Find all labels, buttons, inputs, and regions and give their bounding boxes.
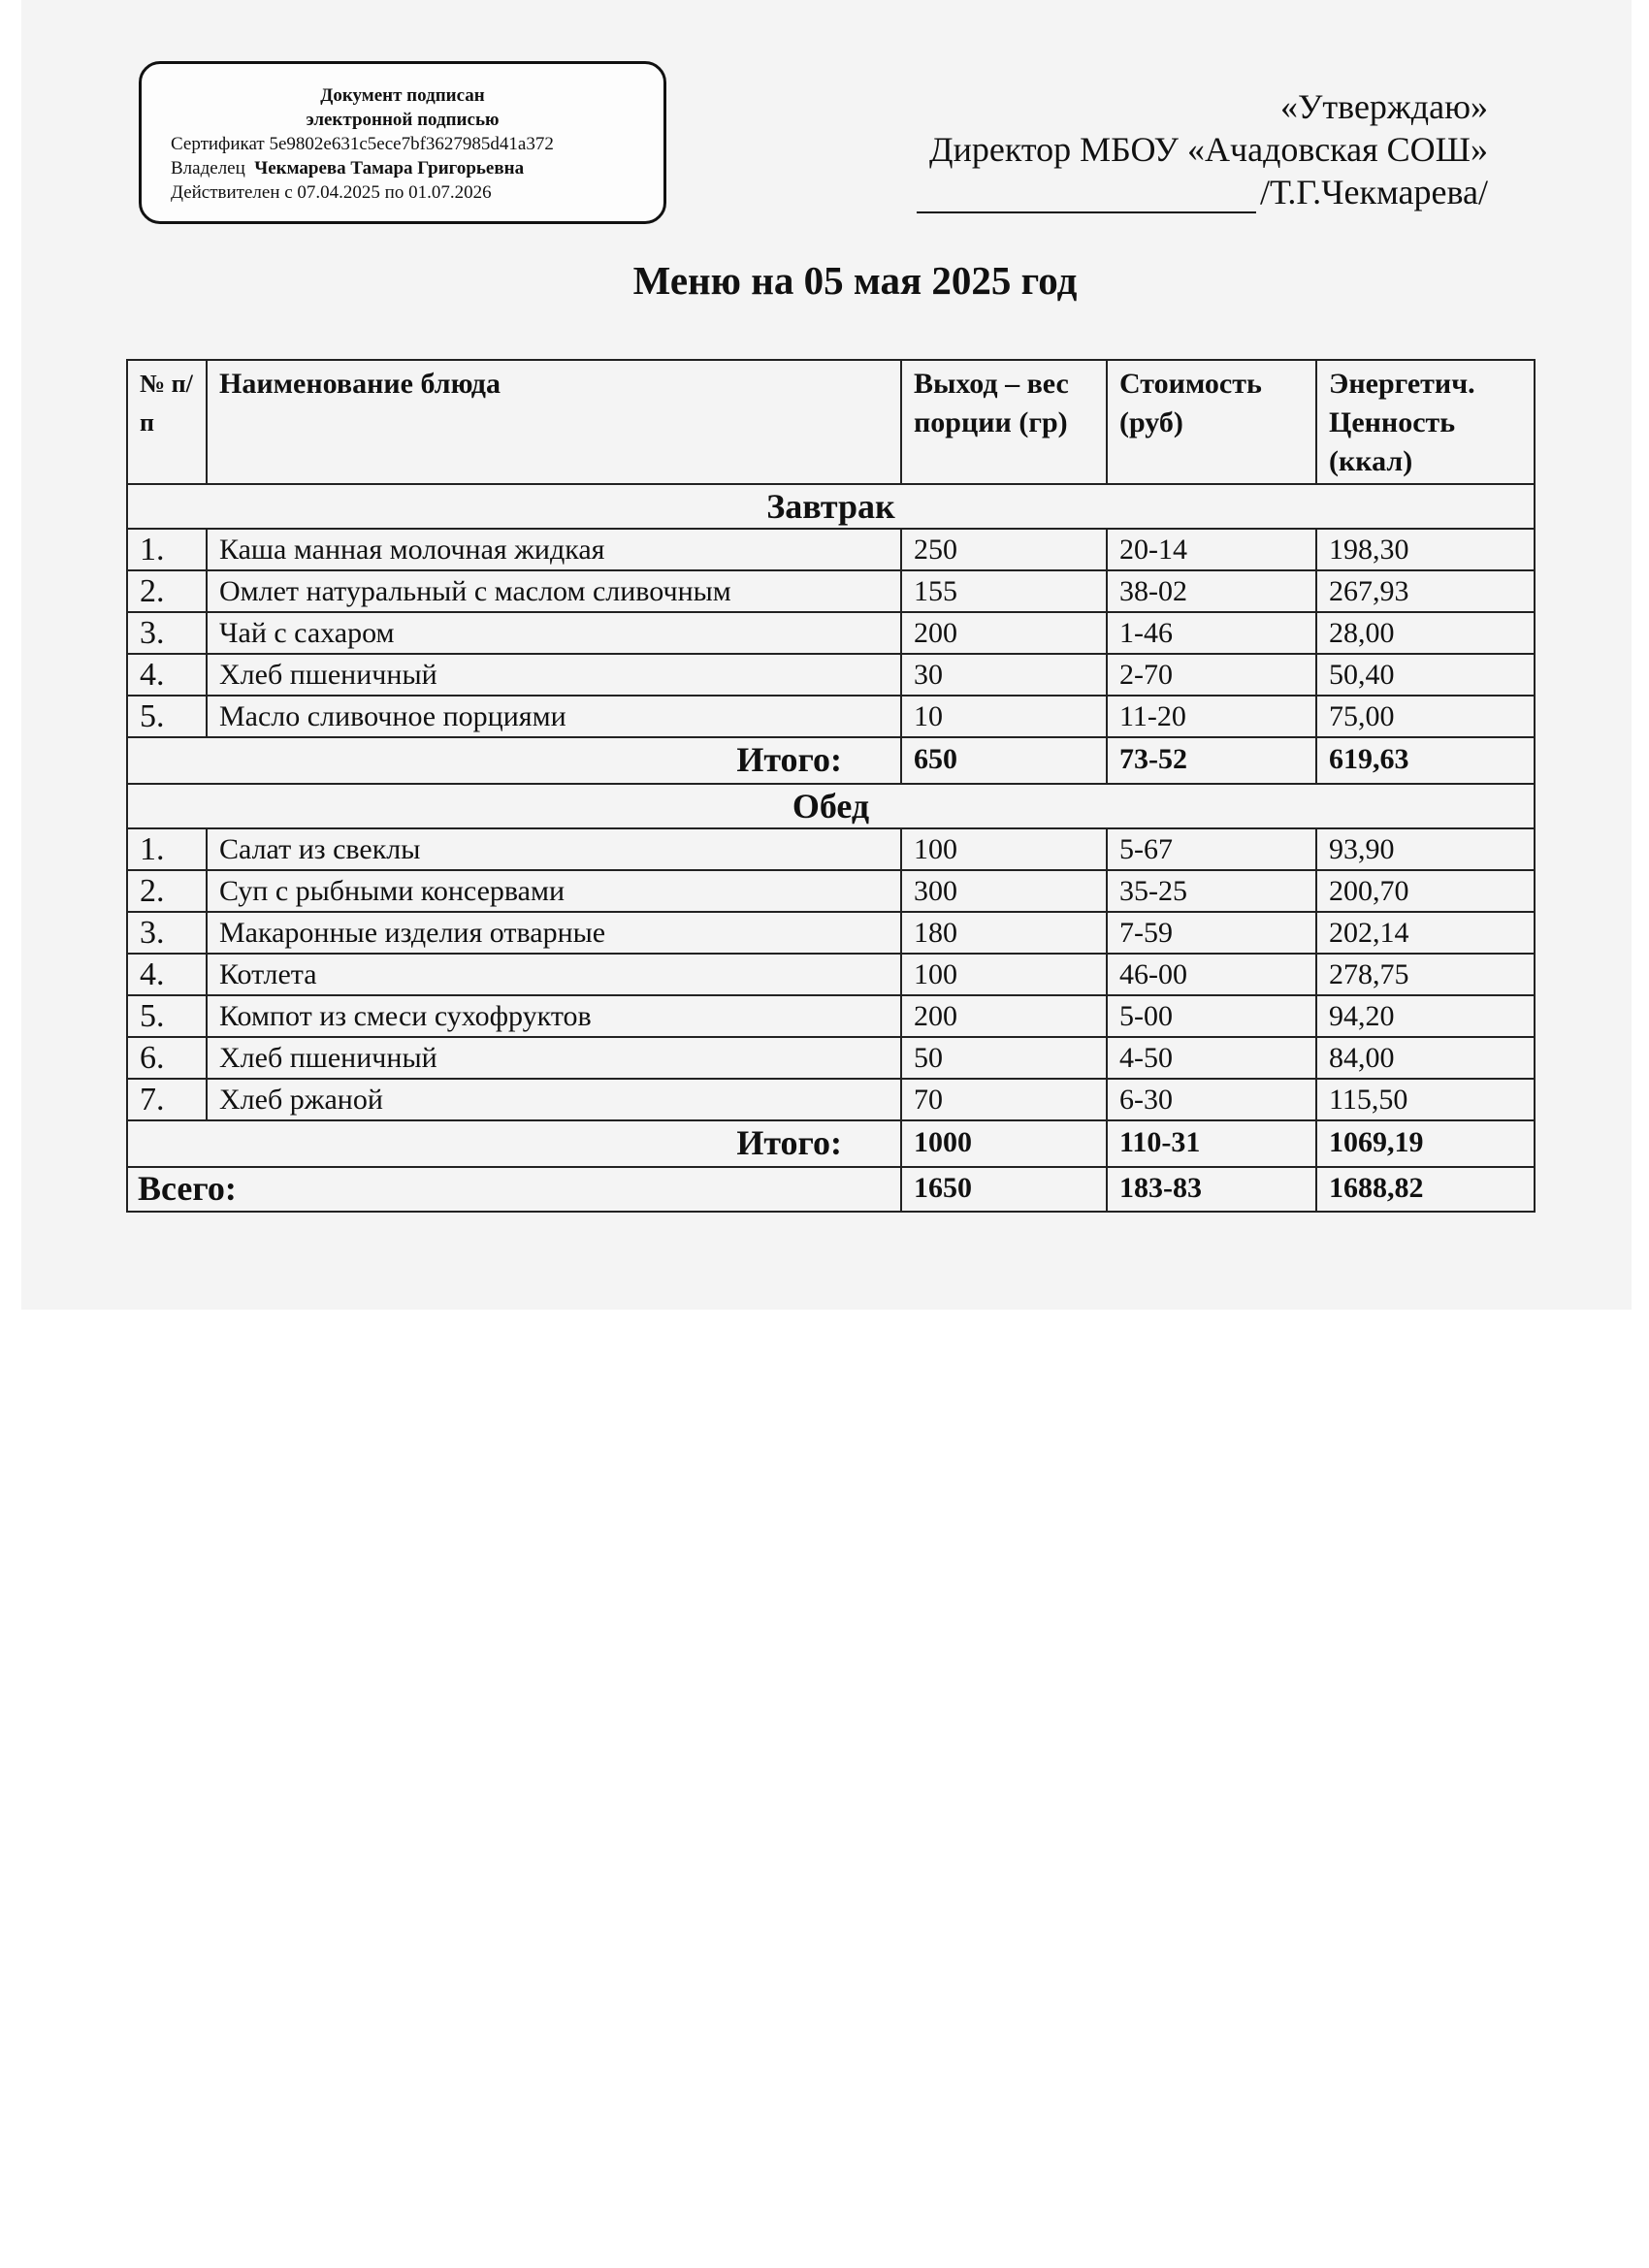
total-cost: 73-52 (1107, 737, 1316, 784)
section-label: Обед (127, 784, 1535, 828)
dish-cost: 4-50 (1107, 1037, 1316, 1079)
table-row (127, 995, 1535, 1037)
row-number: 2. (127, 870, 207, 912)
table-row (127, 529, 1535, 570)
electronic-signature-stamp (139, 61, 666, 224)
row-number: 7. (127, 1079, 207, 1120)
table-row (127, 912, 1535, 954)
stamp-owner (171, 156, 663, 180)
total-cost: 110-31 (1107, 1120, 1316, 1167)
dish-cost: 11-20 (1107, 696, 1316, 737)
dish-name: Чай с сахаром (207, 612, 901, 654)
dish-energy: 93,90 (1316, 828, 1535, 870)
dish-cost: 2-70 (1107, 654, 1316, 696)
total-row-lunch (127, 1120, 1535, 1167)
dish-name: Макаронные изделия отварные (207, 912, 901, 954)
dish-cost: 35-25 (1107, 870, 1316, 912)
table-row (127, 612, 1535, 654)
signature-line (917, 178, 1256, 213)
dish-cost: 38-02 (1107, 570, 1316, 612)
stamp-validity: Действителен с 07.04.2025 по 01.07.2026 (171, 182, 492, 203)
dish-weight: 100 (901, 828, 1107, 870)
dish-name: Компот из смеси сухофруктов (207, 995, 901, 1037)
dish-name: Хлеб пшеничный (207, 654, 901, 696)
table-row (127, 828, 1535, 870)
dish-name: Каша манная молочная жидкая (207, 529, 901, 570)
total-row-breakfast (127, 737, 1535, 784)
dish-energy: 202,14 (1316, 912, 1535, 954)
dish-weight: 200 (901, 612, 1107, 654)
dish-name: Котлета (207, 954, 901, 995)
section-row-lunch (127, 784, 1535, 828)
grand-total-weight: 1650 (901, 1167, 1107, 1212)
dish-cost: 6-30 (1107, 1079, 1316, 1120)
stamp-owner-label: Владелец (171, 158, 245, 178)
menu-table (126, 359, 1536, 1213)
grand-total-cost: 183-83 (1107, 1167, 1316, 1212)
total-energy: 1069,19 (1316, 1120, 1535, 1167)
grand-total-energy: 1688,82 (1316, 1167, 1535, 1212)
dish-energy: 198,30 (1316, 529, 1535, 570)
grand-total-label: Всего: (127, 1167, 901, 1212)
table-row (127, 654, 1535, 696)
dish-energy: 84,00 (1316, 1037, 1535, 1079)
dish-weight: 180 (901, 912, 1107, 954)
dish-cost: 7-59 (1107, 912, 1316, 954)
table-row (127, 570, 1535, 612)
stamp-line-2: электронной подписью (306, 110, 500, 130)
dish-name: Суп с рыбными консервами (207, 870, 901, 912)
dish-weight: 70 (901, 1079, 1107, 1120)
stamp-line-1: Документ подписан (320, 85, 485, 106)
stamp-owner-name: Чекмарева Тамара Григорьевна (254, 158, 525, 178)
dish-energy: 115,50 (1316, 1079, 1535, 1120)
dish-name: Омлет натуральный с маслом сливочным (207, 570, 901, 612)
dish-weight: 155 (901, 570, 1107, 612)
row-number: 5. (127, 696, 207, 737)
dish-cost: 5-67 (1107, 828, 1316, 870)
dish-energy: 267,93 (1316, 570, 1535, 612)
approval-signature (809, 171, 1488, 213)
dish-name: Масло сливочное порциями (207, 696, 901, 737)
dish-cost: 20-14 (1107, 529, 1316, 570)
header-weight: Выход – вес порции (гр) (901, 360, 1107, 484)
approval-heading: «Утверждаю» (1279, 87, 1488, 126)
row-number: 3. (127, 612, 207, 654)
header-cost: Стоимость (руб) (1107, 360, 1316, 484)
approval-signatory: /Т.Г.Чекмарева/ (1259, 173, 1488, 211)
dish-weight: 50 (901, 1037, 1107, 1079)
table-row (127, 954, 1535, 995)
row-number: 6. (127, 1037, 207, 1079)
total-weight: 1000 (901, 1120, 1107, 1167)
table-header-row (127, 360, 1535, 484)
dish-name: Хлеб ржаной (207, 1079, 901, 1120)
dish-weight: 10 (901, 696, 1107, 737)
row-number: 4. (127, 654, 207, 696)
dish-energy: 75,00 (1316, 696, 1535, 737)
approval-position: Директор МБОУ «Ачадовская СОШ» (929, 130, 1488, 169)
dish-energy: 94,20 (1316, 995, 1535, 1037)
table-row (127, 1079, 1535, 1120)
dish-weight: 30 (901, 654, 1107, 696)
dish-energy: 28,00 (1316, 612, 1535, 654)
dish-energy: 200,70 (1316, 870, 1535, 912)
row-number: 1. (127, 529, 207, 570)
table-row (127, 870, 1535, 912)
table-row (127, 696, 1535, 737)
total-label: Итого: (127, 1120, 901, 1167)
row-number: 2. (127, 570, 207, 612)
dish-name: Салат из свеклы (207, 828, 901, 870)
total-weight: 650 (901, 737, 1107, 784)
grand-total-row (127, 1167, 1535, 1212)
section-row-breakfast (127, 484, 1535, 529)
dish-cost: 1-46 (1107, 612, 1316, 654)
dish-cost: 46-00 (1107, 954, 1316, 995)
dish-energy: 278,75 (1316, 954, 1535, 995)
total-label: Итого: (127, 737, 901, 784)
dish-weight: 250 (901, 529, 1107, 570)
approval-block (809, 85, 1488, 213)
row-number: 1. (127, 828, 207, 870)
section-label: Завтрак (127, 484, 1535, 529)
total-energy: 619,63 (1316, 737, 1535, 784)
header-num: № п/п (127, 360, 207, 484)
row-number: 5. (127, 995, 207, 1037)
dish-weight: 300 (901, 870, 1107, 912)
page-title: Меню на 05 мая 2025 год (632, 258, 1078, 303)
dish-energy: 50,40 (1316, 654, 1535, 696)
header-energy: Энергетич. Ценность (ккал) (1316, 360, 1535, 484)
stamp-certificate: Сертификат 5e9802e631c5ece7bf3627985d41a372 (171, 134, 554, 154)
header-name: Наименование блюда (207, 360, 901, 484)
dish-weight: 200 (901, 995, 1107, 1037)
row-number: 3. (127, 912, 207, 954)
dish-weight: 100 (901, 954, 1107, 995)
row-number: 4. (127, 954, 207, 995)
dish-name: Хлеб пшеничный (207, 1037, 901, 1079)
table-row (127, 1037, 1535, 1079)
dish-cost: 5-00 (1107, 995, 1316, 1037)
